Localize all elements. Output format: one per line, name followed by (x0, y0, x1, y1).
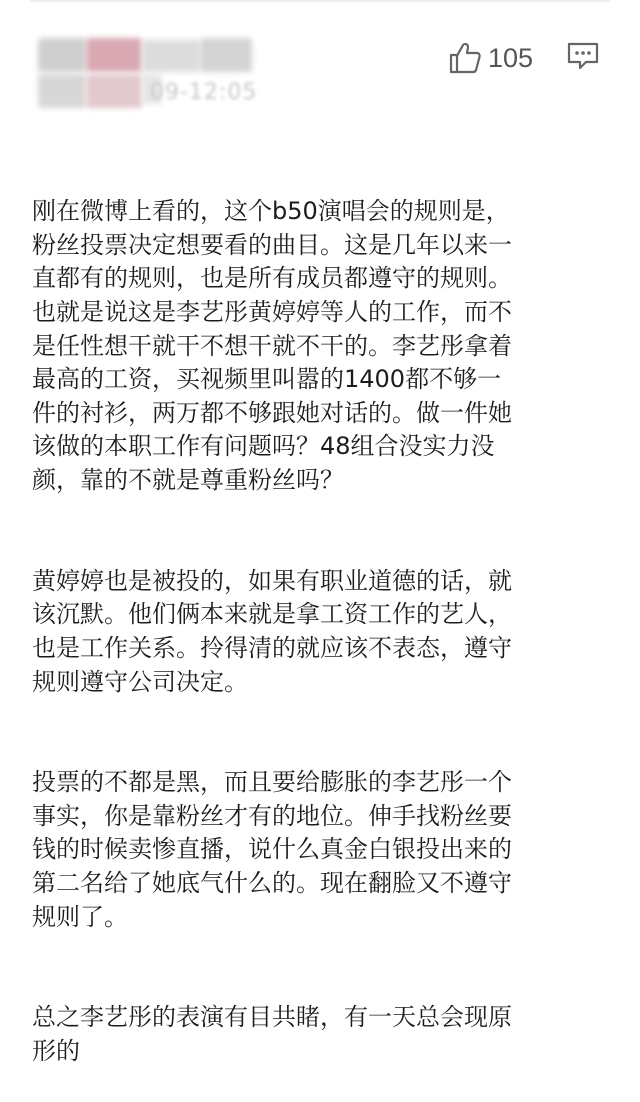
redacted-name-block (142, 40, 200, 72)
comment-paragraph: 投票的不都是黑，而且要给膨胀的李艺彤一个 事实，你是靠粉丝才有的地位。伸手找粉丝要 钱的时候卖惨直播，说什么真金白银投出来的 第二名给了她底气什么的。现在翻脸又不遵守 规则了。 (32, 768, 512, 931)
comment-paragraph: 总之李艺彤的表演有目共睹，有一天总会现原 形的 (32, 1003, 512, 1066)
comment-header (0, 0, 640, 120)
like-button[interactable] (448, 38, 533, 78)
comment-paragraph: 黄婷婷也是被投的，如果有职业道德的话，就 该沉默。他们俩本来就是拿工资工作的艺人， 也是工作关系。拎得清的就应该不表态，遵守 规则遵守公司决定。 (32, 566, 512, 696)
like-count: 105 (488, 42, 534, 73)
redacted-avatar-block (86, 74, 142, 108)
redacted-name-block (200, 38, 252, 72)
comment-timestamp: 09-12:05 (150, 80, 258, 105)
redacted-avatar-block (38, 74, 86, 108)
redacted-name-block (86, 38, 142, 72)
comment-bubble-icon[interactable] (566, 40, 600, 72)
thumbs-up-icon (448, 41, 482, 75)
redacted-avatar-block (38, 38, 86, 72)
comment-text (32, 128, 622, 1102)
comment-paragraph: 刚在微博上看的，这个b50演唱会的规则是， 粉丝投票决定想要看的曲目。这是几年以来一 直都有的规则，也是所有成员都遵守的规则。 也就是说这是李艺彤黄婷婷等人的工作，而不 是任性想干就干不想干就不干的。李艺彤拿着 最高的工资，买视频里叫嚣的1400都不够一 件的衬衫，两万都不够跟她对话的。做一件她 该做的本职工作有问题吗？48组合没实力没 颜，靠的不就是尊重粉丝吗？ (32, 197, 512, 494)
